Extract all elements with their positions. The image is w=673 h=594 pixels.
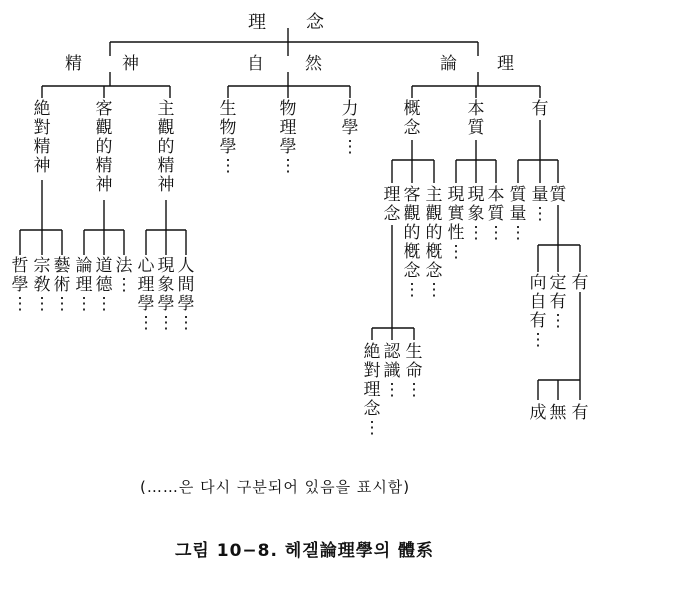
quantity: 量 ⋮ [531,185,549,224]
being-final: 有 [571,403,589,423]
objective-concept: 客 觀 的 槪 念 ⋮ [403,185,421,300]
mechanics: 力 學 ⋮ [341,99,359,157]
root-char-2: 念 [306,12,326,33]
nothing: 無 [549,403,567,423]
measure: 質 量 ⋮ [509,185,527,243]
spirit-char-1: 精 [65,54,82,74]
law: 法 ⋮ [115,256,133,295]
idea: 理 念 [383,185,401,224]
becoming: 成 [529,403,547,423]
psychology: 心 理 學 ⋮ [137,256,155,333]
logic-char-1: 論 [440,54,457,74]
pure-being: 有 [571,273,589,293]
anthropology: 人 間 學 ⋮ [177,256,195,333]
actuality: 現 實 性 ⋮ [447,185,465,262]
absolute-spirit: 絶 對 精 神 [33,99,51,176]
life: 生 命 ⋮ [405,342,423,400]
essence: 本 質 [467,99,485,138]
religion: 宗 敎 ⋮ [33,256,51,314]
nature-char-1: 自 [247,54,264,74]
determinate-being: 定 有 ⋮ [549,273,567,331]
logic-char-2: 理 [497,54,514,74]
cognition: 認 識 ⋮ [383,342,401,400]
root-char-1: 理 [248,12,268,33]
absolute-idea: 絶 對 理 念 ⋮ [363,342,381,438]
being: 有 [531,99,549,119]
spirit-char-2: 神 [122,54,139,74]
physics: 物 理 學 ⋮ [279,99,297,176]
subjective-concept: 主 觀 的 槪 念 ⋮ [425,185,443,300]
essence-proper: 本 質 ⋮ [487,185,505,243]
biology: 生 物 學 ⋮ [219,99,237,176]
art: 藝 術 ⋮ [53,256,71,314]
objective-spirit: 客 觀 的 精 神 [95,99,113,195]
appearance: 現 象 ⋮ [467,185,485,243]
being-for-self: 向 自 有 ⋮ [529,273,547,350]
philosophy: 哲 學 ⋮ [11,256,29,314]
morality: 道 德 ⋮ [95,256,113,314]
figure-caption: 그림 10−8. 헤겔論理學의 體系 [175,541,435,561]
subjective-spirit: 主 觀 的 精 神 [157,99,175,195]
nature-char-2: 然 [305,54,322,74]
phenomenology: 現 象 學 ⋮ [157,256,175,333]
ethics-logic: 論 理 ⋮ [75,256,93,314]
quality: 質 [549,185,567,205]
concept: 概 念 [403,99,421,138]
legend-note: (……은 다시 구분되어 있음을 표시함) [140,478,411,496]
